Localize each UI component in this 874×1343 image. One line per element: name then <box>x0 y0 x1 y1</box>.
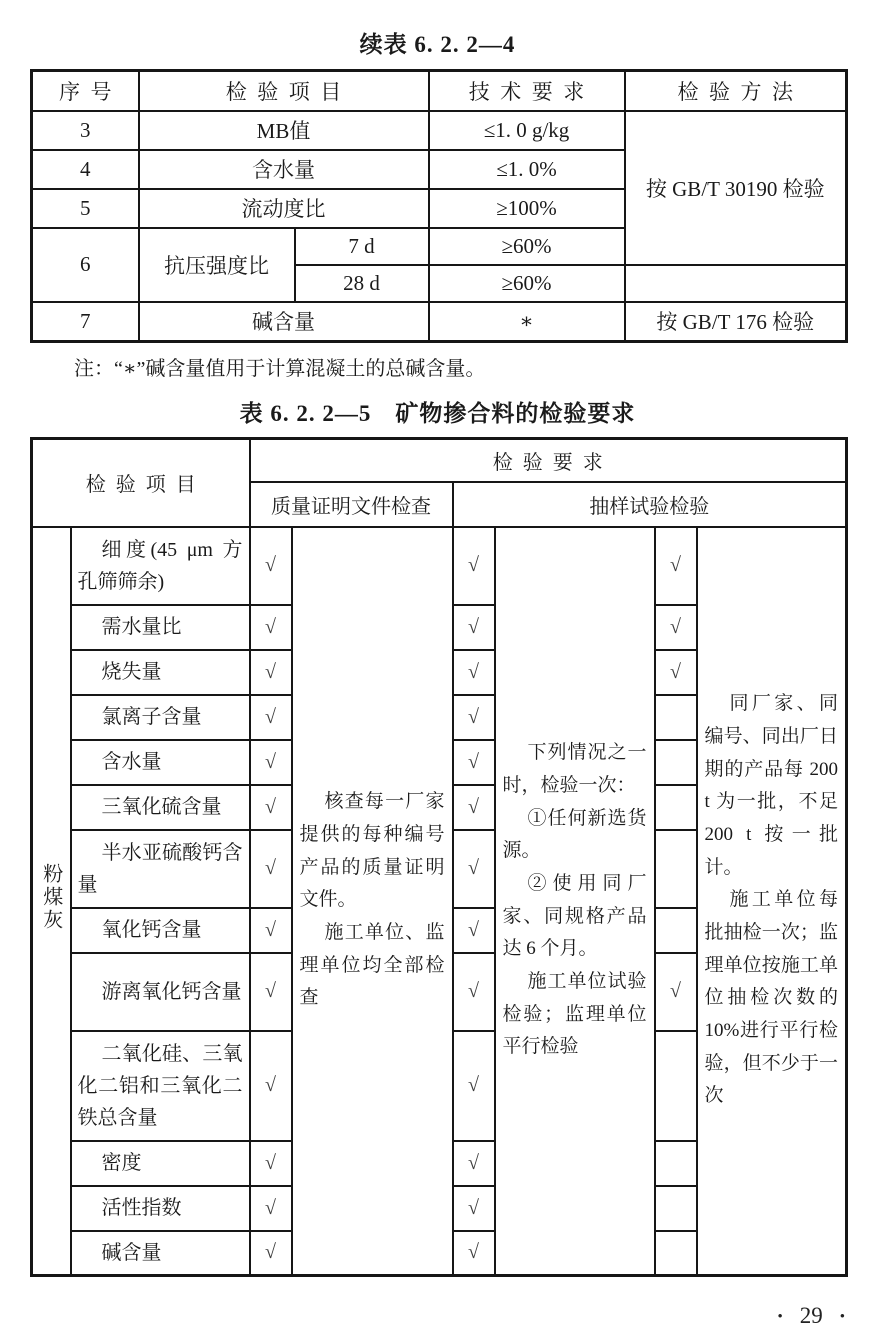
header-inspection-requirement: 检验要求 <box>250 439 847 482</box>
inspection-item: 抗压强度比 <box>139 228 295 302</box>
sampling-paragraph: 施工单位试验检验；监理单位平行检验 <box>502 971 647 1058</box>
technical-requirement: ≥60% <box>429 265 625 302</box>
inspection-method: 按 GB/T 30190 检验 <box>625 111 847 265</box>
parallel-check-mark <box>655 1231 697 1276</box>
page-footer <box>30 1303 845 1329</box>
table-row <box>32 527 847 605</box>
inspection-item: 细度(45 μm 方孔筛筛余) <box>71 527 250 605</box>
technical-requirement: ≤1. 0 g/kg <box>429 111 625 150</box>
inspection-item: 含水量 <box>71 740 250 785</box>
test-age: 28 d <box>295 265 429 302</box>
inspection-item: 含水量 <box>139 150 429 189</box>
serial-no: 4 <box>32 150 139 189</box>
table-row <box>32 302 847 342</box>
doc-check-mark: √ <box>250 1231 292 1276</box>
inspection-item: 需水量比 <box>71 605 250 650</box>
sampling-condition-text-cell <box>495 527 655 1276</box>
test-age: 7 d <box>295 228 429 265</box>
parallel-check-mark <box>655 1031 697 1141</box>
doc-check-mark: √ <box>250 740 292 785</box>
header-inspection-method: 检验方法 <box>625 71 847 111</box>
parallel-check-mark <box>655 740 697 785</box>
serial-no: 5 <box>32 189 139 228</box>
table1-header-row <box>32 71 847 111</box>
doc-check-mark: √ <box>250 1141 292 1186</box>
sample-check-mark: √ <box>453 908 495 953</box>
doc-check-mark: √ <box>250 527 292 605</box>
inspection-item: 氧化钙含量 <box>71 908 250 953</box>
sampling-paragraph: 下列情况之一时，检验一次： <box>502 742 647 797</box>
header-technical-requirement: 技术要求 <box>429 71 625 111</box>
serial-no: 7 <box>32 302 139 342</box>
sample-check-mark: √ <box>453 830 495 908</box>
doc-check-mark: √ <box>250 953 292 1031</box>
material-group-label: 粉煤灰 <box>39 863 62 933</box>
parallel-check-mark: √ <box>655 527 697 605</box>
parallel-check-mark <box>655 1141 697 1186</box>
parallel-check-mark <box>655 908 697 953</box>
sample-check-mark: √ <box>453 953 495 1031</box>
inspection-item: 密度 <box>71 1141 250 1186</box>
batch-rule-paragraph: 施工单位每批抽检一次；监理单位按施工单位抽检次数的 10%进行平行检验，但不少于一次 <box>704 889 839 1107</box>
batch-rule-text-cell <box>697 527 847 1276</box>
inspection-item: 半水亚硫酸钙含量 <box>71 830 250 908</box>
sample-check-mark: √ <box>453 527 495 605</box>
inspection-item: 二氧化硅、三氧化二铝和三氧化二铁总含量 <box>71 1031 250 1141</box>
doc-check-mark: √ <box>250 605 292 650</box>
doc-check-mark: √ <box>250 908 292 953</box>
doc-check-paragraph: 核查每一厂家提供的每种编号产品的质量证明文件。 <box>299 791 445 911</box>
footer-right-bullet: • <box>839 1309 845 1325</box>
serial-no: 3 <box>32 111 139 150</box>
sample-check-mark: √ <box>453 1186 495 1231</box>
parallel-check-mark: √ <box>655 953 697 1031</box>
sample-check-mark: √ <box>453 695 495 740</box>
header-inspection-item: 检验项目 <box>139 71 429 111</box>
inspection-item: MB值 <box>139 111 429 150</box>
technical-requirement: ∗ <box>429 302 625 342</box>
serial-no: 6 <box>32 228 139 302</box>
parallel-check-mark <box>655 830 697 908</box>
table-row <box>32 111 847 150</box>
parallel-check-mark <box>655 785 697 830</box>
inspection-item: 游离氧化钙含量 <box>71 953 250 1031</box>
sample-check-mark: √ <box>453 740 495 785</box>
technical-requirement: ≥60% <box>429 228 625 265</box>
parallel-check-mark: √ <box>655 605 697 650</box>
material-group-cell <box>32 527 71 1276</box>
table-6-2-2-4 <box>30 69 848 343</box>
doc-check-mark: √ <box>250 785 292 830</box>
doc-check-mark: √ <box>250 695 292 740</box>
doc-check-text-cell <box>292 527 453 1276</box>
doc-check-mark: √ <box>250 1186 292 1231</box>
inspection-item: 烧失量 <box>71 650 250 695</box>
inspection-method: 按 GB/T 176 检验 <box>625 302 847 342</box>
sample-check-mark: √ <box>453 605 495 650</box>
header-inspection-item: 检验项目 <box>32 439 250 527</box>
inspection-item: 碱含量 <box>139 302 429 342</box>
header-sampling-test: 抽样试验检验 <box>453 482 847 527</box>
batch-rule-paragraph: 同厂家、同编号、同出厂日期的产品每 200 t 为一批，不足 200 t 按一批计。 <box>704 693 839 878</box>
doc-check-mark: √ <box>250 650 292 695</box>
inspection-item: 氯离子含量 <box>71 695 250 740</box>
page-number: 29 <box>799 1303 823 1328</box>
doc-check-mark: √ <box>250 830 292 908</box>
table2-header-row-1 <box>32 439 847 482</box>
table2-title: 表 6. 2. 2—5 矿物掺合料的检验要求 <box>239 401 636 426</box>
parallel-check-mark <box>655 695 697 740</box>
header-doc-check: 质量证明文件检查 <box>250 482 453 527</box>
table1-title: 续表 6. 2. 2—4 <box>359 32 516 57</box>
sample-check-mark: √ <box>453 1031 495 1141</box>
footer-left-bullet: • <box>777 1309 783 1325</box>
parallel-check-mark <box>655 1186 697 1231</box>
sampling-paragraph: ②使用同厂家、同规格产品达 6 个月。 <box>502 873 647 960</box>
inspection-item: 活性指数 <box>71 1186 250 1231</box>
sampling-paragraph: ①任何新选货源。 <box>502 807 647 862</box>
table-6-2-2-5 <box>30 437 848 1277</box>
parallel-check-mark: √ <box>655 650 697 695</box>
sample-check-mark: √ <box>453 785 495 830</box>
inspection-item: 三氧化硫含量 <box>71 785 250 830</box>
doc-check-mark: √ <box>250 1031 292 1141</box>
inspection-item: 流动度比 <box>139 189 429 228</box>
inspection-item: 碱含量 <box>71 1231 250 1276</box>
technical-requirement: ≤1. 0% <box>429 150 625 189</box>
sample-check-mark: √ <box>453 1231 495 1276</box>
technical-requirement: ≥100% <box>429 189 625 228</box>
doc-check-paragraph: 施工单位、监理单位均全部检查 <box>299 922 445 1009</box>
sample-check-mark: √ <box>453 650 495 695</box>
sample-check-mark: √ <box>453 1141 495 1186</box>
header-serial-no: 序号 <box>32 71 139 111</box>
table1-footnote: 注：“∗”碱含量值用于计算混凝土的总碱含量。 <box>74 358 486 380</box>
